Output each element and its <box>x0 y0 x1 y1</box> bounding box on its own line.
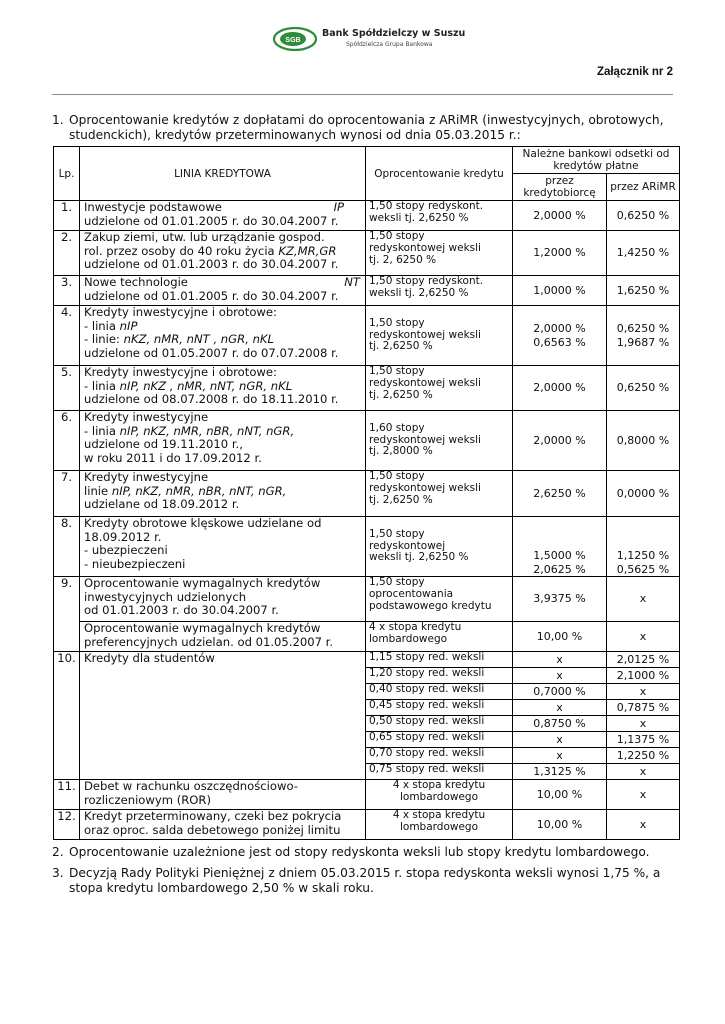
borrower-value: x <box>513 748 607 764</box>
credit-line: Oprocentowanie wymagalnych kredytów preferencyjnych udzielan. od 01.05.2007 r. <box>80 622 366 652</box>
bank-name: Bank Spółdzielczy w Suszu <box>322 28 466 39</box>
paragraph-text: Oprocentowanie kredytów z dopłatami do oprocentowania z ARiMR (inwestycyjnych, obrotowych, studenckich), kredytów przeterminowanych wynosi od dnia 05.03.2015 r.: <box>69 113 664 142</box>
table-row <box>54 577 680 622</box>
row-number: 5. <box>54 366 80 411</box>
borrower-value: 2,0000 % <box>513 366 607 411</box>
interest-rate: 0,40 stopy red. weksli <box>366 684 513 700</box>
paragraph-2 <box>52 845 678 860</box>
borrower-value: x <box>513 732 607 748</box>
arimr-value: 1,1375 % <box>607 732 680 748</box>
header-divider <box>52 94 673 95</box>
credit-line: Nowe technologie NT udzielone od 01.01.2005 r. do 30.04.2007 r. <box>80 276 366 306</box>
borrower-value: 10,00 % <box>513 780 607 810</box>
borrower-value: x <box>513 700 607 716</box>
header-interest-rate: Oprocentowanie kredytu <box>366 147 513 201</box>
borrower-value: 0,7000 % <box>513 684 607 700</box>
row-number: 11. <box>54 780 80 810</box>
arimr-value: 1,4250 % <box>607 231 680 276</box>
table-row <box>54 780 680 810</box>
attachment-number: Załącznik nr 2 <box>596 66 673 78</box>
header-lp: Lp. <box>54 147 80 201</box>
credit-line: Kredyty inwestycyjne - linia nIP, nKZ, nMR, nBR, nNT, nGR, udzielone od 19.11.2010 r., w roku 2011 i do 17.09.2012 r. <box>80 411 366 471</box>
interest-rate: 0,45 stopy red. weksli <box>366 700 513 716</box>
paragraph-text: Oprocentowanie uzależnione jest od stopy redyskonta weksli lub stopy kredytu lombardowego. <box>69 845 650 859</box>
paragraph-3 <box>52 866 678 896</box>
borrower-value: 1,3125 % <box>513 764 607 780</box>
arimr-value: 2,1000 % <box>607 668 680 684</box>
table-row <box>54 306 680 366</box>
header-borrower: przez kredytobiorcę <box>513 174 607 201</box>
borrower-value: 1,2000 % <box>513 231 607 276</box>
interest-rate: 0,75 stopy red. weksli <box>366 764 513 780</box>
table-row <box>54 652 680 668</box>
interest-rate: 1,50 stopy redyskontowej weksli tj. 2, 6250 % <box>366 231 513 276</box>
interest-rate: 4 x stopa kredytu lombardowego <box>366 810 513 840</box>
interest-rate: 1,50 stopy redyskontowej weksli tj. 2,6250 % <box>366 306 513 366</box>
interest-rate: 1,60 stopy redyskontowej weksli tj. 2,8000 % <box>366 411 513 471</box>
borrower-value: 3,9375 % <box>513 577 607 622</box>
interest-rate: 4 x stopa kredytu lombardowego <box>366 780 513 810</box>
borrower-value: x <box>513 652 607 668</box>
borrower-value: 10,00 % <box>513 622 607 652</box>
table-row <box>54 276 680 306</box>
borrower-value: 2,0000 % <box>513 411 607 471</box>
credit-line: Zakup ziemi, utw. lub urządzanie gospod. rol. przez osoby do 40 roku życia KZ,MR,GR udzielone od 01.01.2003 r. do 30.04.2007 r. <box>80 231 366 276</box>
interest-rate: 4 x stopa kredytu lombardowego <box>366 622 513 652</box>
interest-rate: 1,15 stopy red. weksli <box>366 652 513 668</box>
arimr-value: 0,7875 % <box>607 700 680 716</box>
arimr-value: x <box>607 764 680 780</box>
arimr-value: 1,6250 % <box>607 276 680 306</box>
interest-rate: 1,20 stopy red. weksli <box>366 668 513 684</box>
credit-line: Kredyty inwestycyjne i obrotowe: - linia nIP - linie: nKZ, nMR, nNT , nGR, nKL udzielone od 01.05.2007 r. do 07.07.2008 r. <box>80 306 366 366</box>
row-number: 4. <box>54 306 80 366</box>
paragraph-text: Decyzją Rady Polityki Pieniężnej z dniem 05.03.2015 r. stopa redyskonta weksli wynosi 1,75 %, a stopa kredytu lombardowego 2,50 % w skali roku. <box>69 866 661 895</box>
borrower-value: 1,5000 % 2,0625 % <box>513 517 607 577</box>
credit-line: Oprocentowanie wymagalnych kredytów inwestycyjnych udzielonych od 01.01.2003 r. do 30.04.2007 r. <box>80 577 366 622</box>
interest-rate: 1,50 stopy redyskontowej weksli tj. 2,6250 % <box>366 471 513 517</box>
interest-rate: 1,50 stopy oprocentowania podstawowego kredytu <box>366 577 513 622</box>
arimr-value: 0,8000 % <box>607 411 680 471</box>
arimr-value: x <box>607 622 680 652</box>
borrower-value: 2,0000 % <box>513 201 607 231</box>
table-row <box>54 201 680 231</box>
borrower-value: 1,0000 % <box>513 276 607 306</box>
table-row <box>54 622 680 652</box>
arimr-value: x <box>607 684 680 700</box>
arimr-value: x <box>607 810 680 840</box>
bank-subtitle: Spółdzielcza Grupa Bankowa <box>346 41 433 48</box>
arimr-value: 2,0125 % <box>607 652 680 668</box>
page-header <box>0 26 725 62</box>
paragraph-number: 2. <box>52 845 64 859</box>
paragraph-number: 1. <box>52 113 64 127</box>
arimr-value: 0,6250 % 1,9687 % <box>607 306 680 366</box>
table-row <box>54 411 680 471</box>
table-row <box>54 810 680 840</box>
credit-line: Inwestycje podstawowe IP udzielone od 01.01.2005 r. do 30.04.2007 r. <box>80 201 366 231</box>
row-number: 3. <box>54 276 80 306</box>
row-number: 2. <box>54 231 80 276</box>
interest-rate: 0,70 stopy red. weksli <box>366 748 513 764</box>
arimr-value: x <box>607 577 680 622</box>
row-number: 12. <box>54 810 80 840</box>
interest-rate: 1,50 stopy redyskont. weksli tj. 2,6250 % <box>366 276 513 306</box>
arimr-value: 1,1250 % 0,5625 % <box>607 517 680 577</box>
arimr-value: 0,6250 % <box>607 201 680 231</box>
row-number: 9. <box>54 577 80 652</box>
row-number: 6. <box>54 411 80 471</box>
table-row <box>54 471 680 517</box>
header-credit-line: LINIA KREDYTOWA <box>80 147 366 201</box>
interest-rate: 1,50 stopy redyskontowej weksli tj. 2,6250 % <box>366 517 513 577</box>
interest-rate: 0,50 stopy red. weksli <box>366 716 513 732</box>
sgb-logo <box>273 26 317 52</box>
credit-line: Kredyty inwestycyjne linie nIP, nKZ, nMR, nBR, nNT, nGR, udzielane od 18.09.2012 r. <box>80 471 366 517</box>
header-arimr: przez ARiMR <box>607 174 680 201</box>
interest-rate: 1,50 stopy redyskontowej weksli tj. 2,6250 % <box>366 366 513 411</box>
borrower-value: 0,8750 % <box>513 716 607 732</box>
paragraph-number: 3. <box>52 866 64 880</box>
paragraph-1 <box>52 113 678 143</box>
row-number: 1. <box>54 201 80 231</box>
arimr-value: 0,0000 % <box>607 471 680 517</box>
arimr-value: 1,2250 % <box>607 748 680 764</box>
table-row <box>54 231 680 276</box>
credit-line: Debet w rachunku oszczędnościowo- rozliczeniowym (ROR) <box>80 780 366 810</box>
logo-text: SGB <box>285 37 301 44</box>
credit-line: Kredyty obrotowe klęskowe udzielane od 18.09.2012 r. - ubezpieczeni - nieubezpieczeni <box>80 517 366 577</box>
borrower-value: x <box>513 668 607 684</box>
arimr-value: 0,6250 % <box>607 366 680 411</box>
borrower-value: 2,6250 % <box>513 471 607 517</box>
arimr-value: x <box>607 780 680 810</box>
credit-line: Kredyty dla studentów <box>80 652 366 780</box>
row-number: 10. <box>54 652 80 780</box>
table-row <box>54 517 680 577</box>
table-row <box>54 366 680 411</box>
arimr-value: x <box>607 716 680 732</box>
interest-rate: 1,50 stopy redyskont. weksli tj. 2,6250 % <box>366 201 513 231</box>
borrower-value: 2,0000 % 0,6563 % <box>513 306 607 366</box>
header-interest-due: Należne bankowi odsetki od kredytów płatne <box>513 147 680 174</box>
row-number: 7. <box>54 471 80 517</box>
credit-line: Kredyty inwestycyjne i obrotowe: - linia nIP, nKZ , nMR, nNT, nGR, nKL udzielone od 08.07.2008 r. do 18.11.2010 r. <box>80 366 366 411</box>
borrower-value: 10,00 % <box>513 810 607 840</box>
row-number: 8. <box>54 517 80 577</box>
credit-line: Kredyt przeterminowany, czeki bez pokrycia oraz oproc. salda debetowego poniżej limitu <box>80 810 366 840</box>
interest-rate-table <box>53 146 680 840</box>
interest-rate: 0,65 stopy red. weksli <box>366 732 513 748</box>
